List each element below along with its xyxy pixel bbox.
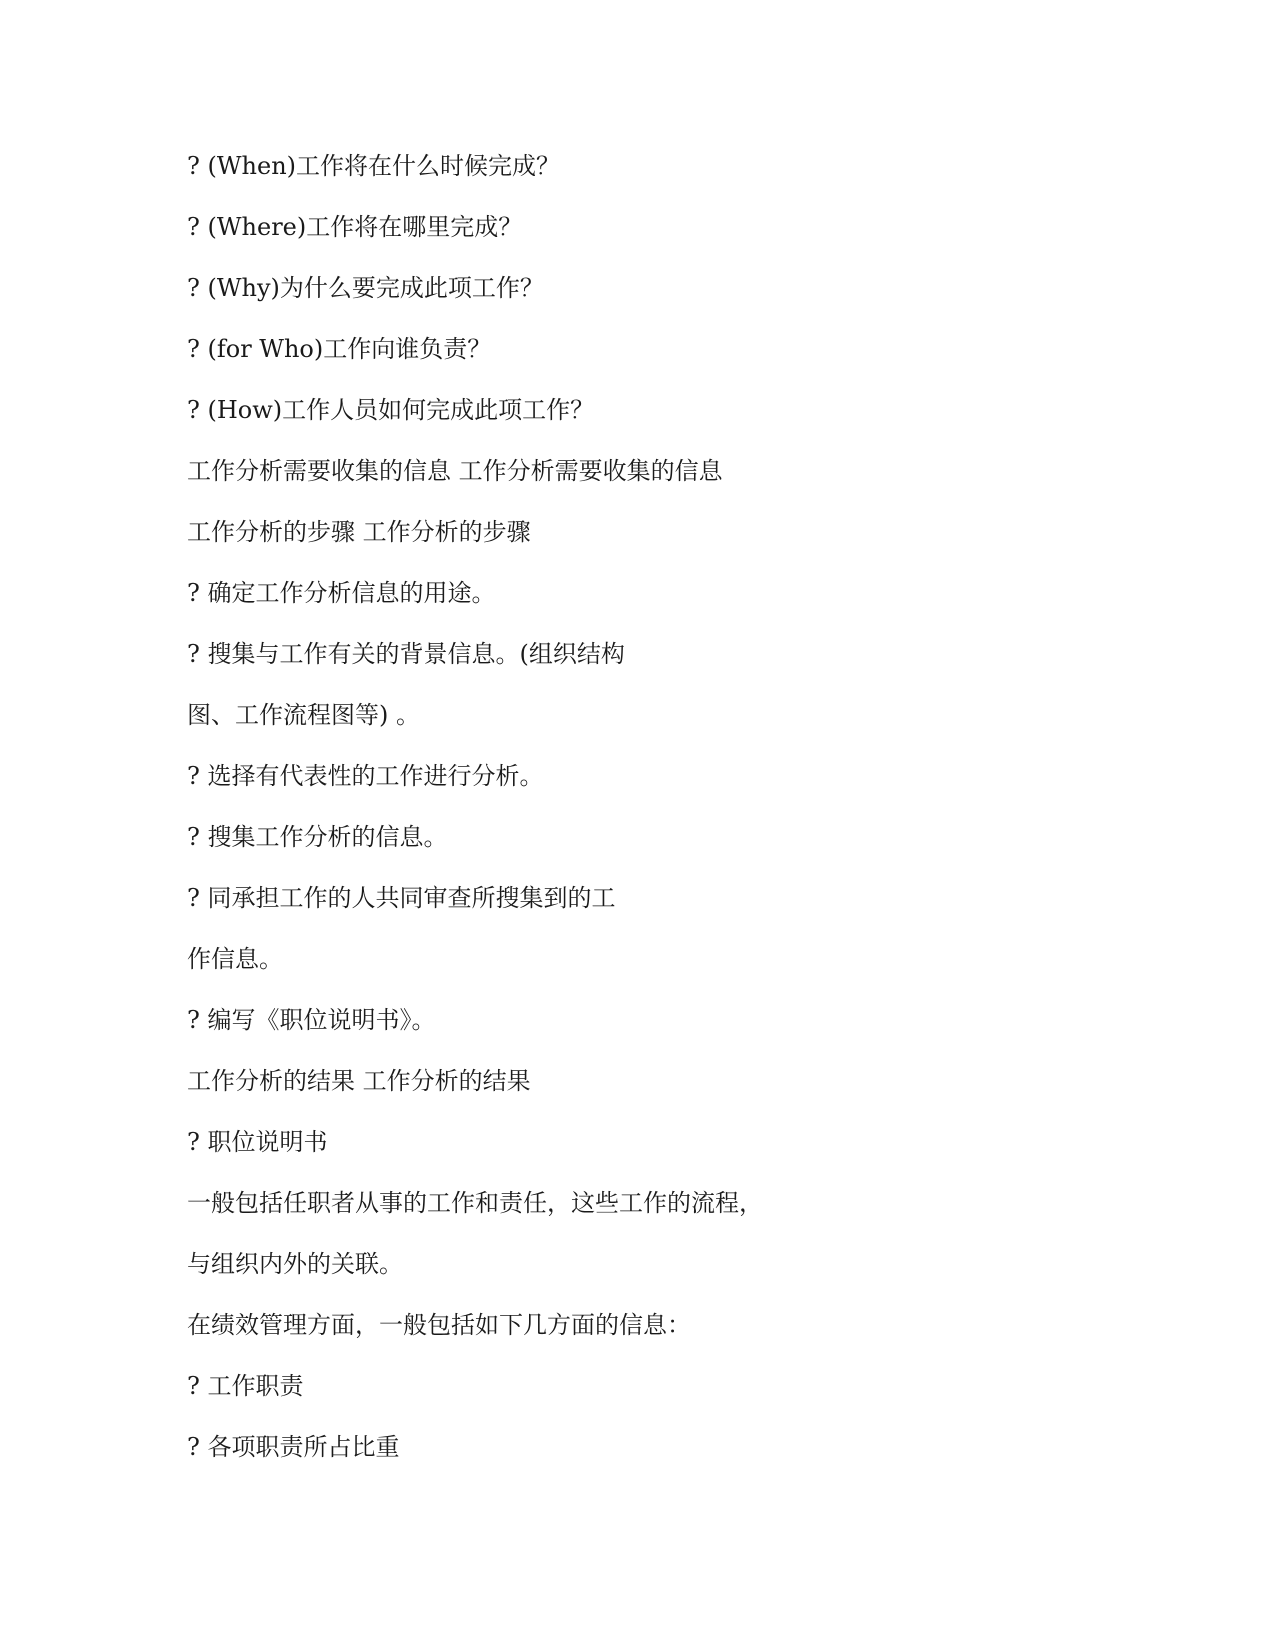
section-heading-info-to-collect: 工作分析需要收集的信息 工作分析需要收集的信息 [187, 457, 723, 485]
step-item-6: ? 编写《职位说明书》。 [187, 1006, 436, 1034]
step-item-5: ? 同承担工作的人共同审查所搜集到的工 [187, 884, 616, 912]
result-item-job-description: ? 职位说明书 [187, 1128, 328, 1156]
paragraph-line-1: 一般包括任职者从事的工作和责任，这些工作的流程， [187, 1189, 763, 1217]
step-item-2: ? 搜集与工作有关的背景信息。(组织结构 [187, 640, 625, 668]
section-heading-analysis-results: 工作分析的结果 工作分析的结果 [187, 1067, 531, 1095]
question-where-line: ? (Where)工作将在哪里完成？ [187, 213, 523, 241]
step-item-3: ? 选择有代表性的工作进行分析。 [187, 762, 544, 790]
document-body [187, 146, 1087, 1488]
step-item-2-continued: 图、工作流程图等) 。 [187, 701, 420, 729]
info-item-job-duties: ? 工作职责 [187, 1372, 304, 1400]
question-for-who-line: ? (for Who)工作向谁负责？ [187, 335, 492, 363]
section-heading-analysis-steps: 工作分析的步骤 工作分析的步骤 [187, 518, 531, 546]
question-when-line: ? (When)工作将在什么时候完成？ [187, 152, 561, 180]
question-how-line: ? (How)工作人员如何完成此项工作？ [187, 396, 595, 424]
paragraph-line-3: 在绩效管理方面，一般包括如下几方面的信息： [187, 1311, 691, 1339]
paragraph-line-2: 与组织内外的关联。 [187, 1250, 403, 1278]
info-item-duty-weights: ? 各项职责所占比重 [187, 1433, 400, 1461]
step-item-1: ? 确定工作分析信息的用途。 [187, 579, 496, 607]
question-why-line: ? (Why)为什么要完成此项工作？ [187, 274, 544, 302]
step-item-4: ? 搜集工作分析的信息。 [187, 823, 448, 851]
step-item-5-continued: 作信息。 [187, 945, 283, 973]
